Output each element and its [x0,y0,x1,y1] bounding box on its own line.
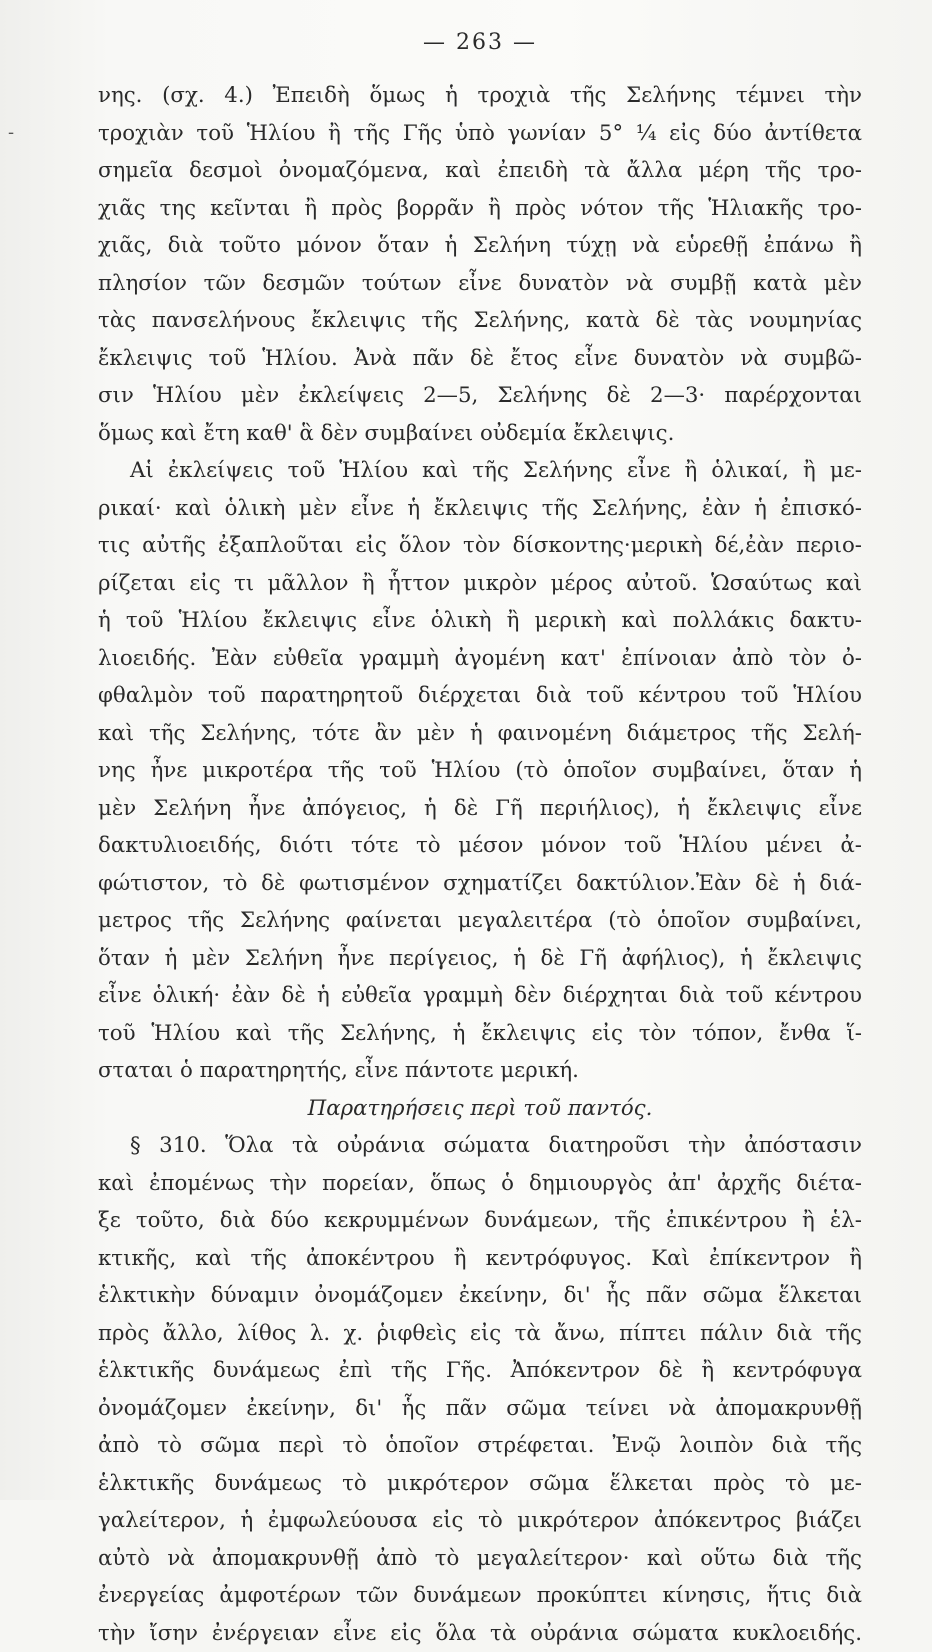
text-line: χιᾶς, διὰ τοῦτο μόνον ὅταν ἡ Σελήνη τύχῃ νὰ εὑρεθῇ ἐπάνω ἢ [98,227,862,265]
text-line: ὀνομάζομεν ἐκείνην, δι' ἧς πᾶν σῶμα τείνει νὰ ἀπομακρυνθῇ [98,1390,862,1428]
text-line: καὶ ἐπομένως τὴν πορείαν, ὅπως ὁ δημιουργὸς ἀπ' ἀρχῆς διέτα- [98,1165,862,1203]
text-line: αὐτὸ νὰ ἀπομακρυνθῇ ἀπὸ τὸ μεγαλείτερον· καὶ οὕτω διὰ τῆς [98,1540,862,1578]
text-line: ἔκλειψις τοῦ Ἡλίου. Ἀνὰ πᾶν δὲ ἔτος εἶνε δυνατὸν νὰ συμβῶ- [98,340,862,378]
text-line: ἑλκτικὴν δύναμιν ὀνομάζομεν ἐκείνην, δι' ἧς πᾶν σῶμα ἕλκεται [98,1277,862,1315]
text-line: μὲν Σελήνη ἦνε ἀπόγειος, ἡ δὲ Γῆ περιήλιος), ἡ ἔκλειψις εἶνε [98,790,862,828]
text-line: καὶ τῆς Σελήνης, τότε ἂν μὲν ἡ φαινομένη διάμετρος τῆς Σελή- [98,715,862,753]
text-line: εἶνε ὁλική· ἐὰν δὲ ἡ εὐθεῖα γραμμὴ δὲν διέρχηται διὰ τοῦ κέντρου [98,977,862,1015]
text-line: ρίζεται εἰς τι μᾶλλον ἢ ἧττον μικρὸν μέρος αὐτοῦ. Ὡσαύτως καὶ [98,565,862,603]
text-line: ἑλκτικῆς δυνάμεως ἐπὶ τῆς Γῆς. Ἀπόκεντρον δὲ ἢ κεντρόφυγα [98,1352,862,1390]
text-line: τις αὐτῆς ἐξαπλοῦται εἰς ὅλον τὸν δίσκοντης·μερικὴ δέ,ἐὰν περιο- [98,527,862,565]
text-line: πρὸς ἄλλο, λίθος λ. χ. ῥιφθεὶς εἰς τὰ ἄνω, πίπτει πάλιν διὰ τῆς [98,1315,862,1353]
paragraph-eclipse-types [98,452,862,1090]
text-line: ἑλκτικῆς δυνάμεως τὸ μικρότερον σῶμα ἕλκεται πρὸς τὸ με- [98,1465,862,1503]
text-line: νης ἦνε μικροτέρα τῆς τοῦ Ἡλίου (τὸ ὁποῖον συμβαίνει, ὅταν ἡ [98,752,862,790]
text-line: ὅταν ἡ μὲν Σελήνη ἦνε περίγειος, ἡ δὲ Γῆ ἀφήλιος), ἡ ἔκλειψις [98,940,862,978]
page-number: — 263 — [98,30,862,55]
text-line: μετρος τῆς Σελήνης φαίνεται μεγαλειτέρα (τὸ ὁποῖον συμβαίνει, [98,902,862,940]
text-line: ἐνεργείας ἀμφοτέρων τῶν δυνάμεων προκύπτει κίνησις, ἥτις διὰ [98,1577,862,1615]
text-line: λιοειδής. Ἐὰν εὐθεῖα γραμμὴ ἀγομένη κατ' ἐπίνοιαν ἀπὸ τὸν ὀ- [98,640,862,678]
text-line: ἀπὸ τὸ σῶμα περὶ τὸ ὁποῖον στρέφεται. Ἐνῷ λοιπὸν διὰ τῆς [98,1427,862,1465]
section-heading: Παρατηρήσεις περὶ τοῦ παντός. [98,1090,862,1128]
text-line: νης. (σχ. 4.) Ἐπειδὴ ὅμως ἡ τροχιὰ τῆς Σελήνης τέμνει τὴν [98,77,862,115]
text-line: σιν Ἡλίου μὲν ἐκλείψεις 2—5, Σελήνης δὲ 2—3· παρέρχονται [98,377,862,415]
text-line: φώτιστον, τὸ δὲ φωτισμένον σχηματίζει δακτύλιον.Ἐὰν δὲ ἡ διά- [98,865,862,903]
text-line: γαλείτερον, ἡ ἐμφωλεύουσα εἰς τὸ μικρότερον ἀπόκεντρος βιάζει [98,1502,862,1540]
text-line: χιᾶς της κεῖνται ἢ πρὸς βορρᾶν ἢ πρὸς νότον τῆς Ἡλιακῆς τρο- [98,190,862,228]
paragraph-eclipse-nodes [98,77,862,452]
text-line: Αἱ ἐκλείψεις τοῦ Ἡλίου καὶ τῆς Σελήνης εἶνε ἢ ὁλικαί, ἢ με- [98,452,862,490]
text-line: ξε τοῦτο, διὰ δύο κεκρυμμένων δυνάμεων, τῆς ἐπικέντρου ἢ ἑλ- [98,1202,862,1240]
text-line: § 310. Ὅλα τὰ οὐράνια σώματα διατηροῦσι τὴν ἀπόστασιν [98,1127,862,1165]
text-line: ἡ τοῦ Ἡλίου ἔκλειψις εἶνε ὁλικὴ ἢ μερικὴ καὶ πολλάκις δακτυ- [98,602,862,640]
text-line: κτικῆς, καὶ τῆς ἀποκέντρου ἢ κεντρόφυγος. Καὶ ἐπίκεντρον ἢ [98,1240,862,1278]
text-line: σταται ὁ παρατηρητής, εἶνε πάντοτε μερική. [98,1052,862,1090]
text-line: σημεῖα δεσμοὶ ὀνομαζόμενα, καὶ ἐπειδὴ τὰ ἄλλα μέρη τῆς τρο- [98,152,862,190]
text-line: τροχιὰν τοῦ Ἡλίου ἢ τῆς Γῆς ὑπὸ γωνίαν 5° ¼ εἰς δύο ἀντίθετα [98,115,862,153]
text-line: ρικαί· καὶ ὁλικὴ μὲν εἶνε ἡ ἔκλειψις τῆς Σελήνης, ἐὰν ἡ ἐπισκό- [98,490,862,528]
paragraph-section-310 [98,1127,862,1652]
text-line: τὰς πανσελήνους ἔκλειψις τῆς Σελήνης, κατὰ δὲ τὰς νουμηνίας [98,302,862,340]
text-line: τοῦ Ἡλίου καὶ τῆς Σελήνης, ἡ ἔκλειψις εἰς τὸν τόπον, ἔνθα ἵ- [98,1015,862,1053]
text-line: φθαλμὸν τοῦ παρατηρητοῦ διέρχεται διὰ τοῦ κέντρου τοῦ Ἡλίου [98,677,862,715]
text-line: δακτυλιοειδής, διότι τότε τὸ μέσον μόνον τοῦ Ἡλίου μένει ἀ- [98,827,862,865]
margin-mark: - [8,122,14,143]
text-line: τὴν ἴσην ἐνέργειαν εἶνε εἰς ὅλα τὰ οὐράνια σώματα κυκλοειδής. [98,1615,862,1652]
text-line: ὅμως καὶ ἔτη καθ' ἃ δὲν συμβαίνει οὐδεμία ἔκλειψις. [98,415,862,453]
text-line: πλησίον τῶν δεσμῶν τούτων εἶνε δυνατὸν νὰ συμβῇ κατὰ μὲν [98,265,862,303]
